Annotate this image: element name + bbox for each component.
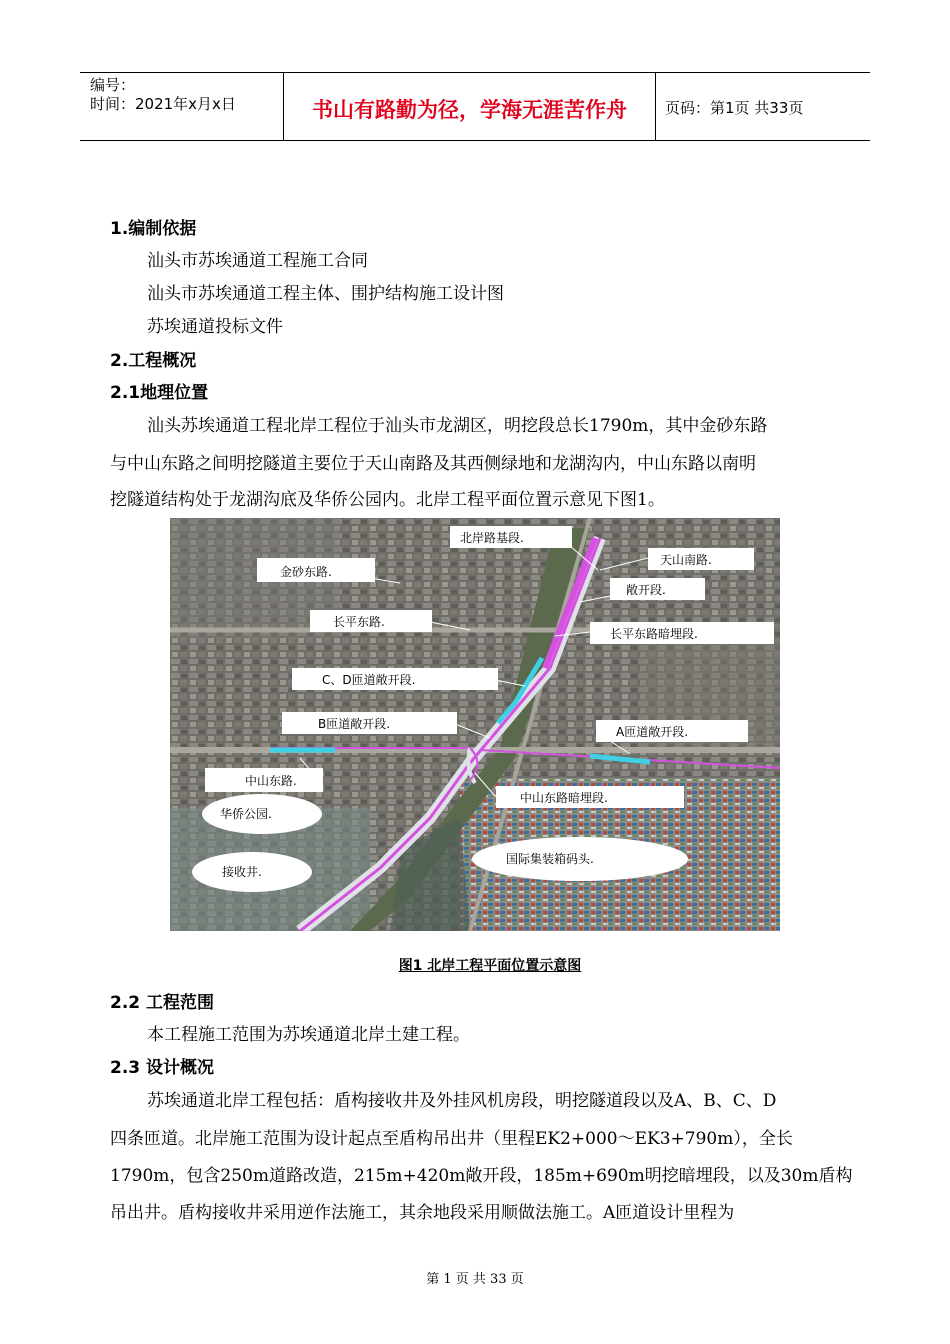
section-1-item: 汕头市苏埃通道工程施工合同 — [147, 251, 368, 271]
map-label: 长平东路暗埋段. — [610, 627, 698, 641]
header-code-label: 编号： — [90, 76, 136, 94]
paragraph-line: 1790m，包含250m道路改造，215m+420m敞开段，185m+690m明挖暗埋段，以及30m盾构 — [110, 1166, 853, 1186]
paragraph-line: 挖隧道结构处于龙湖沟底及华侨公园内。北岸工程平面位置示意见下图1。 — [110, 490, 665, 510]
header-date-label: 时间：2021年x月x日 — [90, 95, 236, 113]
map-label: C、D匝道敞开段. — [322, 673, 416, 687]
figure-caption: 图1 北岸工程平面位置示意图 — [398, 958, 582, 974]
section-1-title: 1.编制依据 — [110, 219, 197, 239]
paragraph-line: 苏埃通道北岸工程包括：盾构接收井及外挂风机房段，明挖隧道段以及A、B、C、D — [147, 1091, 777, 1111]
map-label: A匝道敞开段. — [616, 725, 689, 739]
paragraph-line: 与中山东路之间明挖隧道主要位于天山南路及其西侧绿地和龙湖沟内，中山东路以南明 — [110, 454, 756, 474]
paragraph-line: 汕头苏埃通道工程北岸工程位于汕头市龙湖区，明挖段总长1790m，其中金砂东路 — [147, 416, 768, 436]
map-label: 金砂东路. — [280, 565, 332, 579]
map-label: 中山东路暗埋段. — [520, 791, 608, 805]
paragraph-line: 吊出井。盾构接收井采用逆作法施工，其余地段采用顺做法施工。A匝道设计里程为 — [110, 1203, 735, 1223]
section-1-item: 汕头市苏埃通道工程主体、围护结构施工设计图 — [147, 284, 504, 304]
paragraph-line: 四条匝道。北岸施工范围为设计起点至盾构吊出井（里程EK2+000～EK3+790m），全长 — [110, 1129, 793, 1149]
header-motto: 书山有路勤为径，学海无涯苦作舟 — [312, 98, 627, 122]
map-label: B匝道敞开段. — [318, 717, 391, 731]
map-label: 中山东路. — [245, 774, 297, 788]
paragraph-line: 本工程施工范围为苏埃通道北岸土建工程。 — [147, 1025, 470, 1045]
header-divider — [655, 72, 656, 140]
map-label: 天山南路. — [660, 553, 712, 567]
section-2-3-title: 2.3 设计概况 — [110, 1058, 215, 1078]
header-top-rule — [80, 72, 870, 73]
site-plan-map — [170, 518, 780, 931]
header-page-label: 页码：第1页 共33页 — [665, 99, 804, 117]
section-2-1-title: 2.1地理位置 — [110, 383, 209, 403]
page-footer: 第 1 页 共 33 页 — [426, 1272, 524, 1287]
header-bottom-rule — [80, 140, 870, 141]
section-2-title: 2.工程概况 — [110, 351, 197, 371]
map-label: 接收井. — [222, 865, 262, 879]
map-label: 敞开段. — [626, 583, 666, 597]
map-label: 华侨公园. — [220, 807, 272, 821]
map-label: 北岸路基段. — [460, 531, 524, 545]
section-1-item: 苏埃通道投标文件 — [147, 317, 283, 337]
map-label: 国际集装箱码头. — [506, 852, 594, 866]
section-2-2-title: 2.2 工程范围 — [110, 993, 215, 1013]
map-label: 长平东路. — [333, 615, 385, 629]
